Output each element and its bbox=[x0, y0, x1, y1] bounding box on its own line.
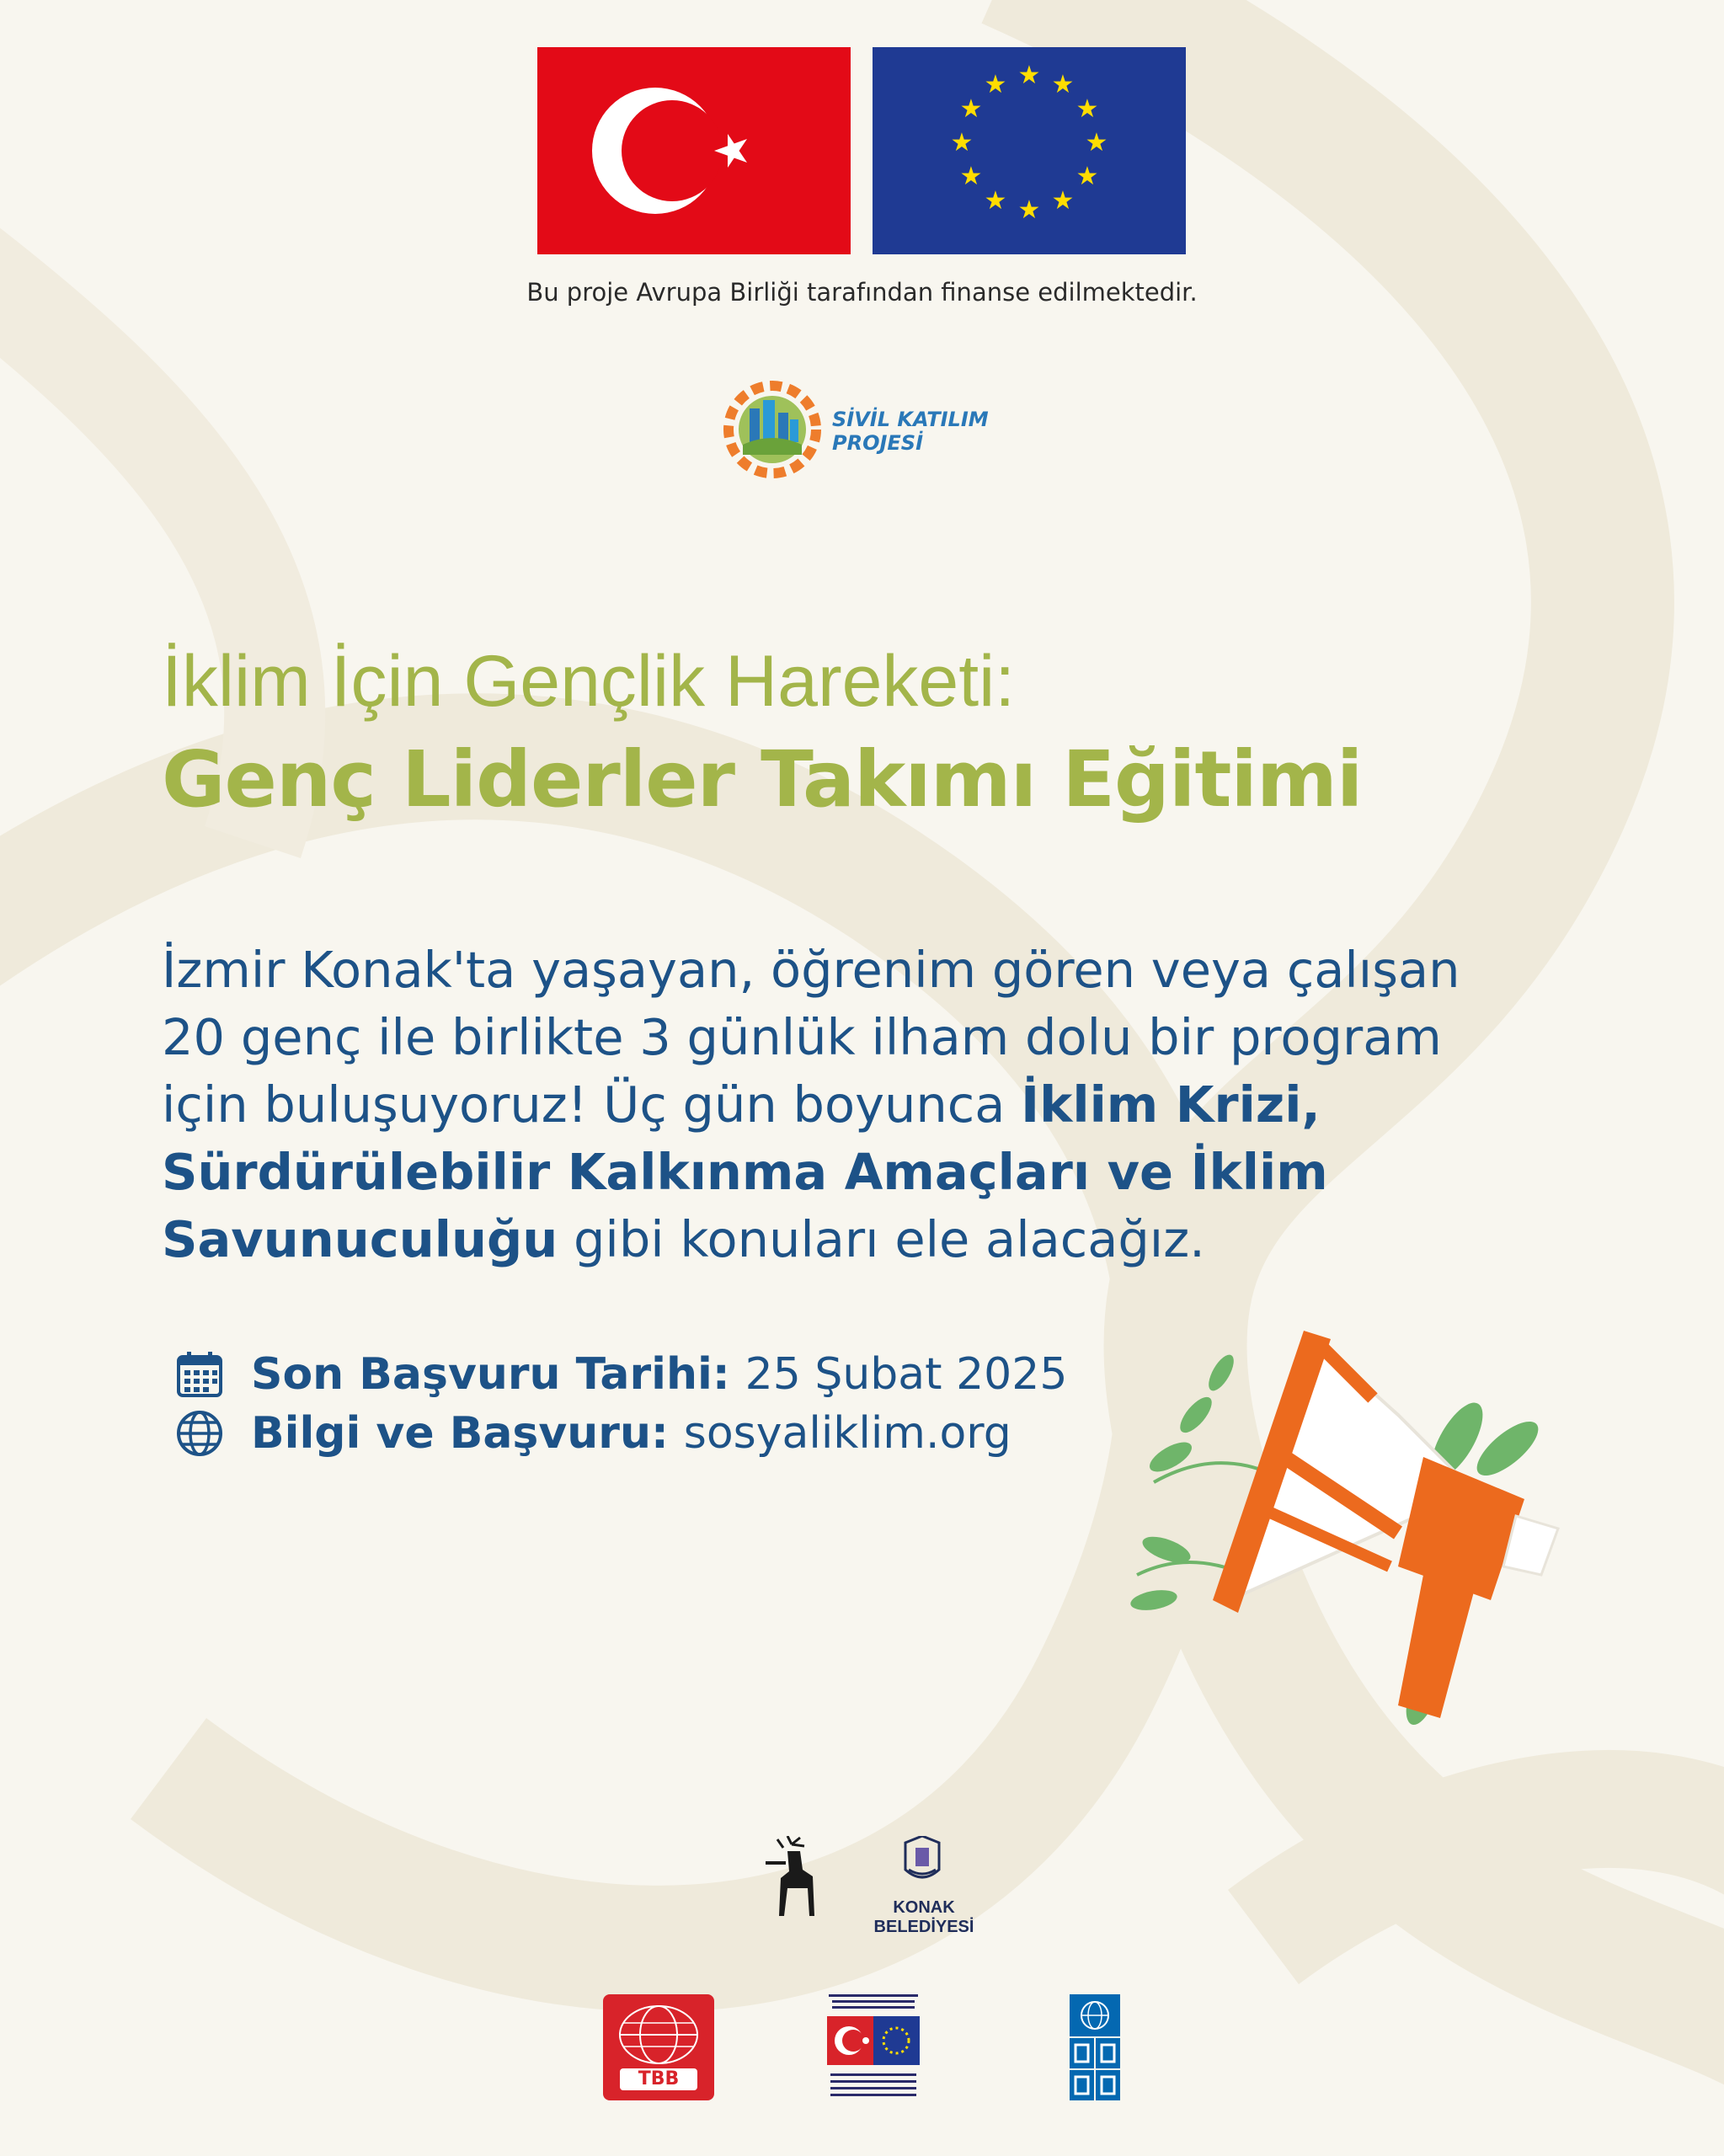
megaphone-icon bbox=[1120, 1322, 1592, 1794]
project-name-line1: SİVİL KATILIM bbox=[832, 408, 989, 431]
funding-note: Bu proje Avrupa Birliği tarafından finanse edilmektedir. bbox=[526, 278, 1198, 307]
konak-label: KONAK BELEDİYESİ bbox=[873, 1898, 974, 1936]
description-topics: İklim Krizi, Sürdürülebilir Kalkınma Amaçları ve İklim Savunuculuğu bbox=[162, 1075, 1328, 1268]
globe-icon bbox=[175, 1409, 224, 1458]
deadline-label: Son Başvuru Tarihi: bbox=[251, 1349, 730, 1400]
tbb-label: TBB bbox=[638, 2068, 680, 2089]
tbb-logo bbox=[603, 1994, 714, 2100]
calendar-icon bbox=[175, 1350, 224, 1399]
eu-flag bbox=[873, 47, 1186, 254]
web-label: Bilgi ve Başvuru: bbox=[251, 1408, 669, 1459]
svg-text:★: ★ bbox=[984, 70, 1007, 99]
eu-stars-icon bbox=[873, 47, 1186, 254]
project-logo bbox=[718, 371, 1021, 488]
description-text-1: İzmir Konak'ta yaşayan, öğrenim gören veya çalışan 20 genç ile birlikte 3 günlük ilham dolu bir program için buluşuyoruz! Üç gün boyunca bbox=[162, 941, 1460, 1134]
crescent-star-icon bbox=[537, 47, 851, 254]
sosyal-iklim-deer-logo bbox=[754, 1836, 830, 1929]
svg-text:★: ★ bbox=[1075, 94, 1099, 124]
project-name-line2: PROJESİ bbox=[832, 431, 924, 455]
info-row bbox=[175, 1408, 1011, 1459]
svg-text:★: ★ bbox=[1075, 162, 1099, 191]
title-line2: Genç Liderler Takımı Eğitimi bbox=[162, 734, 1363, 825]
svg-text:★: ★ bbox=[959, 162, 983, 191]
svg-text:★: ★ bbox=[950, 128, 974, 157]
deadline-value: 25 Şubat 2025 bbox=[745, 1349, 1068, 1400]
konak-belediyesi-logo bbox=[855, 1836, 990, 1936]
eu-affairs-directorate-logo bbox=[824, 1993, 923, 2102]
deadline-row bbox=[175, 1349, 1067, 1400]
svg-text:★: ★ bbox=[1085, 128, 1108, 157]
description-text-2: gibi konuları ele alacağız. bbox=[558, 1210, 1205, 1268]
svg-text:★: ★ bbox=[1017, 61, 1041, 90]
title-line1: İklim İçin Gençlik Hareketi: bbox=[162, 641, 1016, 722]
svg-text:★: ★ bbox=[984, 186, 1007, 216]
svg-text:★: ★ bbox=[1051, 186, 1075, 216]
description bbox=[162, 937, 1476, 1273]
svg-text:★: ★ bbox=[1017, 195, 1041, 225]
undp-logo bbox=[1070, 1994, 1120, 2100]
svg-text:★: ★ bbox=[1051, 70, 1075, 99]
turkish-flag bbox=[537, 47, 851, 254]
web-value[interactable]: sosyaliklim.org bbox=[683, 1408, 1011, 1459]
svg-text:★: ★ bbox=[959, 94, 983, 124]
